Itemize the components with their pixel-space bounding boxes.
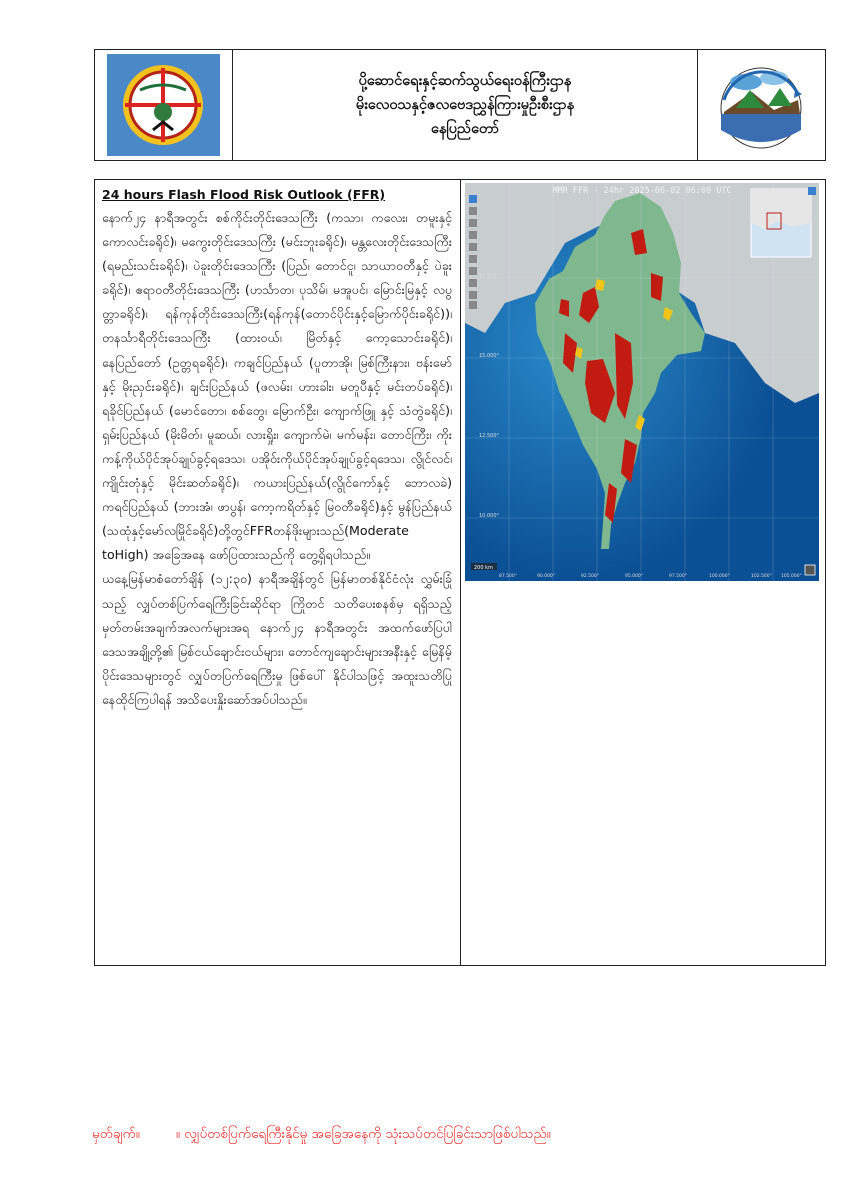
outlook-text-column xyxy=(95,180,461,965)
footer-label: မှတ်ချက်။ xyxy=(92,1126,140,1142)
ministry-logo xyxy=(95,50,232,160)
footer-note xyxy=(92,1125,551,1145)
ffr-map-svg xyxy=(465,183,819,581)
header-table xyxy=(94,49,826,161)
map-lat-label: 12.500° xyxy=(479,433,499,439)
map-info-button[interactable] xyxy=(805,565,815,575)
map-lat-label: 17.500° xyxy=(479,273,499,279)
ministry-title: ပို့ဆောင်ရေးနှင့်ဆက်သွယ်ရေးဝန်ကြီးဌာန xyxy=(358,73,572,89)
map-caption: MMR FFR - 24hr 2025-06-02 06:00 UTC xyxy=(552,186,732,196)
department-title: မိုးလေဝသနှင့်ဇလဗေဒညွှန်ကြားမှုဦးစီးဌာန xyxy=(355,97,575,113)
map-lat-label: 10.000° xyxy=(479,513,499,519)
ministry-logo-cell xyxy=(95,50,233,160)
section-heading: 24 hours Flash Flood Risk Outlook (FFR) xyxy=(102,187,386,202)
outlook-paragraph-1: နောက်၂၄ နာရီအတွင်း စစ်ကိုင်းတိုင်းဒေသကြီး (ကသာ၊ ကလေး၊ တမူးနှင့် ကောလင်းခရိုင်)၊ မကွေးတိုင်းဒေသကြီး (မင်းဘူးခရိုင်)၊ မန္တလေးတိုင်းဒေသကြီး (ရမည်းသင်းခရိုင်)၊ ပဲခူးတိုင်းဒေသကြီး (ပြည်၊ တောင်ငူ၊ သာယာဝတီနှင့် ပဲခူးခရိုင်)၊ ဧရာဝတီတိုင်းဒေသကြီး (ဟင်္သာတ၊ ပုသိမ်၊ မအူပင်၊ မြောင်းမြနှင့် လပွတ္တာခရိုင်)၊ ရန်ကုန်တိုင်းဒေသကြီး(ရန်ကုန်(တောင်ပိုင်းနှင့်မြောက်ပိုင်းခရိုင်))၊ တနင်္သာရီတိုင်းဒေသကြီး (ထားဝယ်၊ မြိတ်နှင့် ကော့သောင်းခရိုင်)၊ နေပြည်တော် (ဥတ္တရခရိုင်)၊ ကချင်ပြည်နယ် (ပူတာအို၊ မြစ်ကြီးနား၊ ဗန်းမော်နှင့် မိုးညှင်းခရိုင်)၊ ချင်းပြည်နယ် (ဖလမ်း၊ ဟားခါး၊ မတူပီနှင့် မင်းတပ်ခရိုင်)၊ ရခိုင်ပြည်နယ် (မောင်တော၊ စစ်တွေ၊ မြောက်ဦး၊ ကျောက်ဖြူ နှင့် သံတွဲခရိုင်)၊ ရှမ်းပြည်နယ် (မိုးမိတ်၊ မူဆယ်၊ လားရှိုး၊ ကျောက်မဲ၊ မက်မန်း၊ တောင်ကြီး၊ ကိုးကန့်ကိုယ်ပိုင်အုပ်ချုပ်ခွင့်ရဒေသ၊ ပအိုဝ်းကိုယ်ပိုင်အုပ်ချုပ်ခွင့်ရဒေသ၊ လွိုင်လင်၊ ကျိုင်းတုံနှင့် မိုင်းဆတ်ခရိုင်)၊ ကယားပြည်နယ်(လွိုင်ကော်နှင့် ဘောလခဲ) ကရင်ပြည်နယ် (ဘားအံ၊ ဖာပွန်၊ ကော့ကရိတ်နှင့် မြဝတီခရိုင်)နှင့် မွန်ပြည်နယ် (သထုံနှင့်မော်လမြိုင်ခရိုင်)တို့တွင်FFRတန်ဖိုးများသည်(Moderate toHigh) အခြေအနေ ဖော်ပြထားသည်ကို တွေ့ရှိရပါသည်။ xyxy=(102,210,452,563)
map-scale-label: 200 km xyxy=(474,565,493,571)
map-lon-label: 87.500° xyxy=(499,574,517,579)
dmh-logo-cell xyxy=(698,50,825,160)
map-lon-label: 105.000° xyxy=(781,574,802,579)
map-lon-label: 102.500° xyxy=(751,574,772,579)
footer-text: ။ လျှပ်တစ်ပြက်ရေကြီးနိုင်မှု အခြေအနေကို သုံးသပ်တင်ပြခြင်းသာဖြစ်ပါသည်။ xyxy=(175,1126,551,1142)
header-title-block xyxy=(233,50,698,160)
map-lon-label: 97.500° xyxy=(669,574,687,579)
map-lon-label: 95.000° xyxy=(625,574,643,579)
ffr-map[interactable] xyxy=(465,183,819,581)
map-inset xyxy=(751,189,811,257)
location-title: နေပြည်တော် xyxy=(430,121,500,137)
map-lon-label: 90.000° xyxy=(537,574,555,579)
outlook-paragraph-2: ယနေ့မြန်မာစံတော်ချိန် (၁၂:၃၀) နာရီအချိန်တွင် မြန်မာတစ်နိုင်ငံလုံး လွှမ်းခြုံသည့် လျှပ်တစ်ပြက်ရေကြီးခြင်းဆိုင်ရာ ကြိုတင် သတိပေးစနစ်မှ ရရှိသည့် မှတ်တမ်းအချက်အလက်များအရ နောက်၂၄ နာရီအတွင်း အထက်ဖော်ပြပါ ဒေသအချို့တို့၏ မြစ်ငယ်ချောင်းငယ်များ၊ တောင်ကျချောင်းများအနီးနှင့် မြေနိမ့်ပိုင်းဒေသများတွင် လျှပ်တပြက်ရေကြီးမှု ဖြစ်ပေါ် နိုင်ပါသဖြင့် အထူးသတိပြု နေထိုင်ကြပါရန် အသိပေးနှိုးဆော်အပ်ပါသည်။ xyxy=(102,571,452,707)
content-table xyxy=(94,179,826,966)
dmh-logo xyxy=(698,50,825,160)
map-lon-label: 92.500° xyxy=(581,574,599,579)
map-lon-label: 100.000° xyxy=(709,574,730,579)
map-lat-label: 15.000° xyxy=(479,353,499,359)
map-column xyxy=(461,180,825,965)
